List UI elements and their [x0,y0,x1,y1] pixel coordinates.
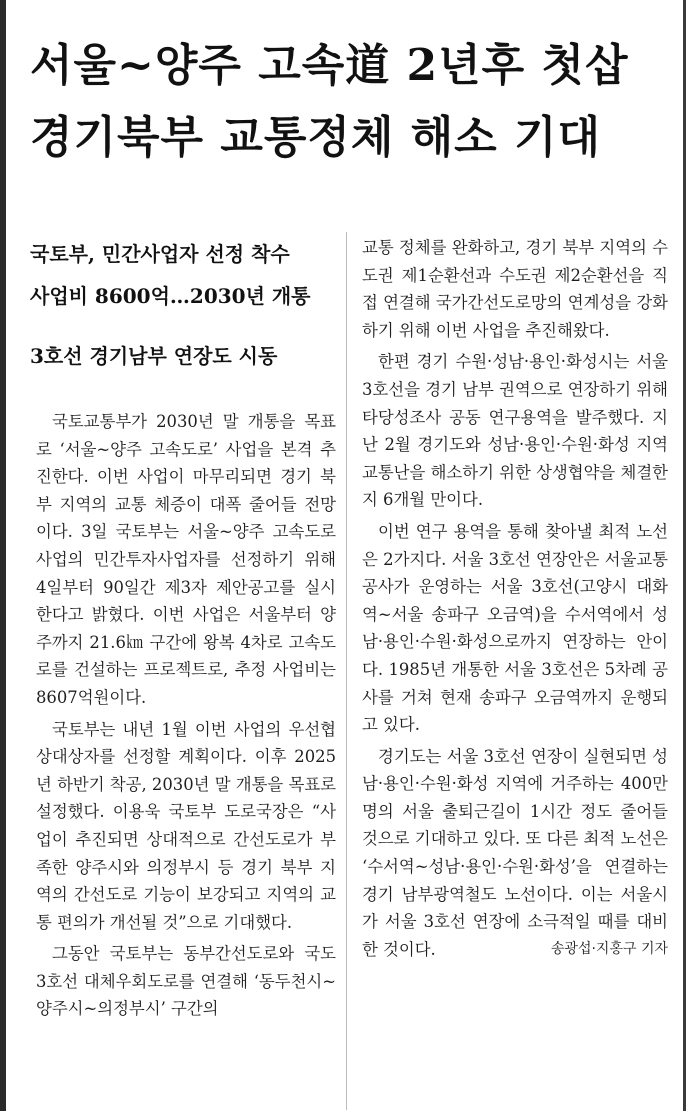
paragraph: 이번 연구 용역을 통해 찾아낼 최적 노선은 2가지다. 서울 3호선 연장안은 서울교통공사가 운영하는 서울 3호선(고양시 대화역~서울 송파구 오금역)을 수서역에서 성남·용인·수원·화성으로까지 연장하는 안이다. 1985년 개통한 서울 3호선은 5차례 공사를 거쳐 현재 송파구 오금역까지 운행되고 있다. [362,521,668,735]
subhead-3: 3호선 경기남부 연장도 시동 [30,344,278,368]
left-border-rule [0,0,6,1111]
column-divider [346,232,347,1110]
paragraph: 교통 정체를 완화하고, 경기 북부 지역의 수도권 제1순환선과 수도권 제2순환선을 직접 연결해 국가간선도로망의 연계성을 강화하기 위해 이번 사업을 추진해왔다. [362,238,668,340]
paragraph: 한편 경기 수원·성남·용인·화성시는 서울 3호선을 경기 남부 권역으로 연장하기 위해 타당성조사 공동 연구용역을 발주했다. 지난 2월 경기도와 성남·용인·수원·화성 지역 교통난을 해소하기 위한 상생협약을 체결한 지 6개월 만이다. [362,352,668,510]
headline-line-2: 경기북부 교통정체 해소 기대 [30,112,602,163]
paragraph-with-byline [362,743,668,964]
article-column-right [362,234,668,963]
headline [30,30,670,174]
subhead-1: 국토부, 민간사업자 선정 착수 [30,242,290,266]
paragraph-text: 경기도는 서울 3호선 연장이 실현되면 성남·용인·수원·화성 지역에 거주하는 400만명의 서울 출퇴근길이 1시간 정도 줄어들 것으로 기대하고 있다. 또 다른 최적 노선은 ‘수서역~성남·용인·수원·화성’을 연결하는 경기 남부광역철도 노선이다. 이는 서울시가 서울 3호선 연장에 소극적일 때를 대비한 것이다. [362,746,668,959]
article-column-left [36,408,336,1023]
paragraph: 국토부는 내년 1월 이번 사업의 우선협상대상자를 선정할 계획이다. 이후 2025년 하반기 착공, 2030년 말 개통을 목표로 설정했다. 이용욱 국토부 도로국장은 “사업이 추진되면 상대적으로 간선도로가 부족한 양주시와 의정부시 등 경기 북부 지역의 간선도로 기능이 보강되고 지역의 교통 편의가 개선될 것”으로 기대했다. [36,719,336,932]
subhead-2: 사업비 8600억…2030년 개통 [30,284,311,308]
paragraph: 국토교통부가 2030년 말 개통을 목표로 ‘서울~양주 고속도로’ 사업을 본격 추진한다. 이번 사업이 마무리되면 경기 북부 지역의 교통 체증이 대폭 줄어들 전망이다. 3일 국토부는 서울~양주 고속도로 사업의 민간투자사업자를 선정하기 위해 4일부터 90일간 제3자 제안공고를 실시한다고 밝혔다. 이번 사업은 서울부터 양주까지 21.6㎞ 구간에 왕복 4차로 고속도로를 건설하는 프로젝트로, 추정 사업비는 8607억원이다. [36,412,336,707]
paragraph: 그동안 국토부는 동부간선도로와 국도 3호선 대체우회도로를 연결해 ‘동두천시~양주시~의정부시’ 구간의 [36,944,336,1019]
byline: 송광섭·지홍구 기자 [550,940,668,957]
headline-line-1: 서울~양주 고속道 2년후 첫삽 [30,40,629,91]
